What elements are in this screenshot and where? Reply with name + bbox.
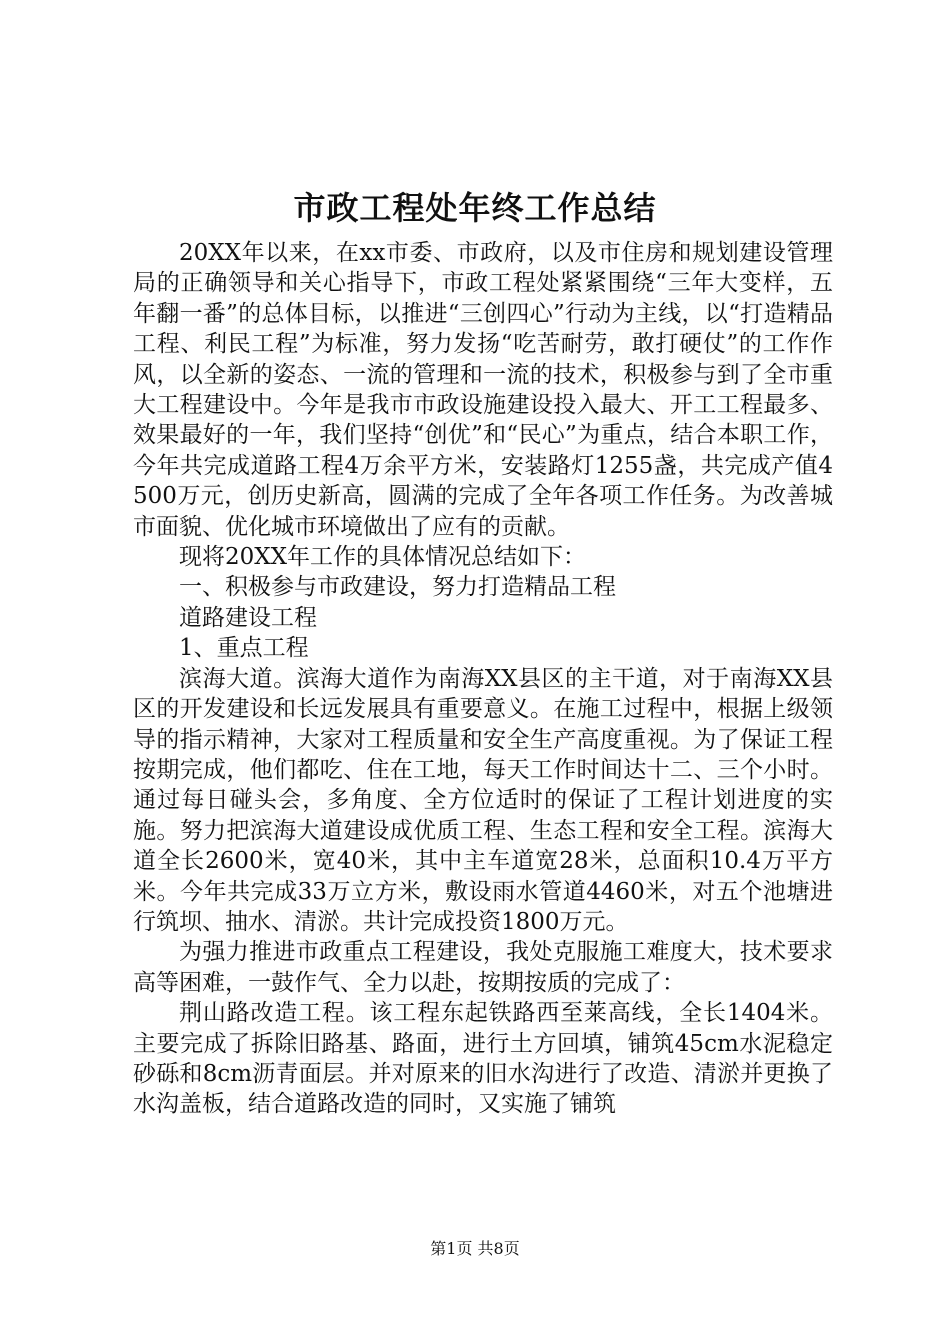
subsection-heading-road: 道路建设工程 (179, 604, 317, 631)
paragraph-intro: 20XX年以来，在xx市委、市政府，以及市住房和规划建设管理局的正确领导和关心指导下，市政工程处紧紧围绕“三年大变样，五年翻一番”的总体目标，以推进“三创四心”行动为主线，以“打造精品工程、利民工程”为标准，努力发扬“吃苦耐劳，敢打硬仗”的工作作风，以全新的姿态、一流的管理和一流的技术，积极参与到了全市重大工程建设中。今年是我市市政设施建设投入最大、开工工程最多、效果最好的一年，我们坚持“创优”和“民心”为重点，结合本职工作，今年共完成道路工程4万余平方米，安装路灯1255盏，共完成产值4500万元，创历史新高，圆满的完成了全年各项工作任务。为改善城市面貌、优化城市环境做出了应有的贡献。 (133, 240, 833, 540)
paragraph-binhai-avenue: 滨海大道。滨海大道作为南海XX县区的主干道，对于南海XX县区的开发建设和长远发展具有重要意义。在施工过程中，根据上级领导的指示精神，大家对工程质量和安全生产高度重视。为了保证工程按期完成，他们都吃、住在工地，每天工作时间达十二、三个小时。通过每日碰头会，多角度、全方位适时的保证了工程计划进度的实施。努力把滨海大道建设成优质工程、生态工程和安全工程。滨海大道全长2600米，宽40米，其中主车道宽28米，总面积10.4万平方米。今年共完成33万立方米，敷设雨水管道4460米，对五个池塘进行筑坝、抽水、清淤。共计完成投资1800万元。 (133, 665, 833, 935)
paragraph-summary-lead: 现将20XX年工作的具体情况总结如下： (179, 544, 587, 571)
subsection-heading-key-projects: 1、重点工程 (179, 635, 309, 662)
paragraph-jingshan-road: 荆山路改造工程。该工程东起铁路西至莱高线，全长1404米。主要完成了拆除旧路基、路面，进行土方回填，铺筑45cm水泥稳定砂砾和8cm沥青面层。并对原来的旧水沟进行了改造、清淤并更换了水沟盖板，结合道路改造的同时，又实施了铺筑 (133, 1000, 833, 1118)
document-title: 市政工程处年终工作总结 (293, 189, 657, 227)
section-heading-1: 一、积极参与市政建设，努力打造精品工程 (179, 574, 616, 601)
paragraph-key-construction: 为强力推进市政重点工程建设，我处克服施工难度大，技术要求高等困难，一鼓作气、全力以赴，按期按质的完成了： (133, 939, 833, 996)
page-number-footer: 第1页 共8页 (430, 1239, 520, 1258)
document-body (133, 238, 833, 1120)
